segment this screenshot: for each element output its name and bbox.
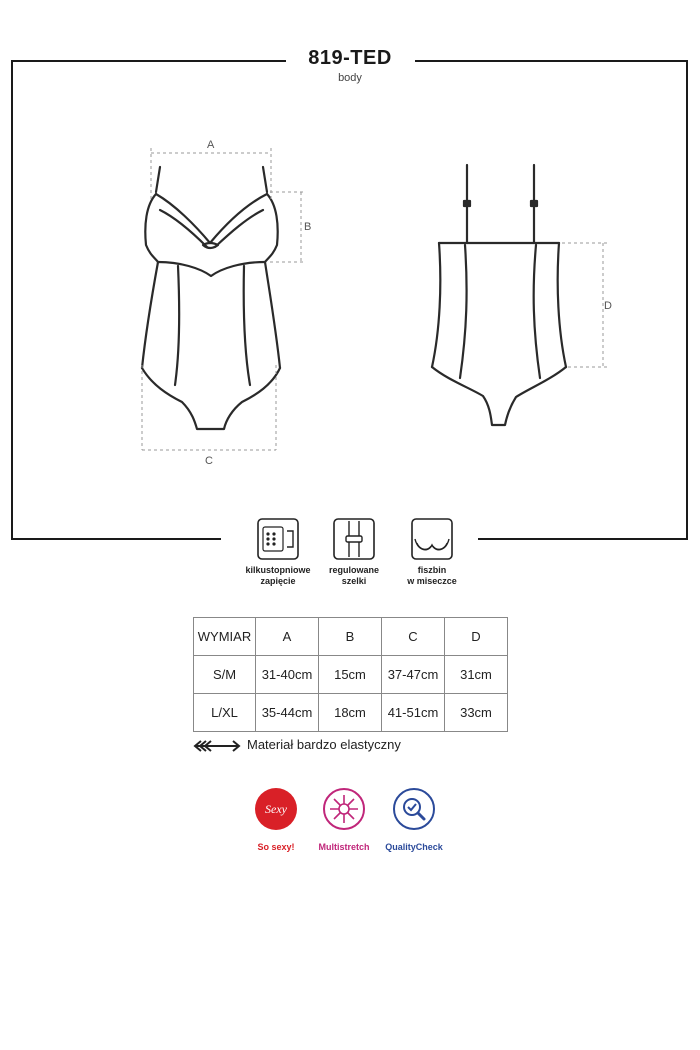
product-title: 819-TED bbox=[308, 47, 392, 69]
stretch-arrows-icon bbox=[193, 739, 241, 753]
table-cell: 41-51cm bbox=[382, 694, 445, 732]
table-header-cell: D bbox=[445, 618, 508, 656]
table-header-row bbox=[194, 618, 508, 656]
sexy-badge-icon bbox=[254, 787, 298, 831]
sexy-badge-text: Sexy bbox=[265, 802, 287, 816]
product-subtitle: body bbox=[338, 72, 362, 84]
size-table bbox=[193, 617, 508, 732]
badge-multistretch-label: Multistretch bbox=[318, 842, 370, 852]
dimension-a-label: A bbox=[207, 139, 215, 151]
table-header-cell: A bbox=[256, 618, 319, 656]
dimension-c-label: C bbox=[205, 455, 213, 467]
table-cell: 15cm bbox=[319, 656, 382, 694]
feature-straps bbox=[309, 517, 399, 587]
feature-straps-label: regulowane szelki bbox=[328, 565, 379, 586]
table-cell: 31cm bbox=[445, 656, 508, 694]
multistretch-badge-icon bbox=[322, 787, 366, 831]
feature-underwire-label: fiszbin w miseczce bbox=[407, 565, 457, 586]
material-note bbox=[193, 737, 401, 753]
table-cell: 18cm bbox=[319, 694, 382, 732]
table-cell: S/M bbox=[194, 656, 256, 694]
material-text: Materiał bardzo elastyczny bbox=[247, 737, 401, 752]
table-header-cell: C bbox=[382, 618, 445, 656]
feature-underwire bbox=[387, 517, 477, 587]
hook-eye-closure-icon bbox=[256, 517, 300, 561]
table-cell: 33cm bbox=[445, 694, 508, 732]
table-cell: 31-40cm bbox=[256, 656, 319, 694]
table-row bbox=[194, 656, 508, 694]
badge-qualitycheck-label: QualityCheck bbox=[385, 842, 443, 852]
dimension-b-label: B bbox=[304, 221, 312, 233]
badge-sexy-label: So sexy! bbox=[257, 842, 295, 852]
feature-closure-label: kilkustopniowe zapięcie bbox=[245, 565, 311, 586]
dimension-d-label: D bbox=[604, 300, 612, 312]
table-header-cell: WYMIAR bbox=[194, 618, 256, 656]
badge-qualitycheck bbox=[369, 787, 459, 852]
underwire-cup-icon bbox=[410, 517, 454, 561]
qualitycheck-badge-icon bbox=[392, 787, 436, 831]
back-view bbox=[432, 165, 566, 425]
table-header-cell: B bbox=[319, 618, 382, 656]
front-view bbox=[142, 167, 280, 429]
adjustable-strap-icon bbox=[332, 517, 376, 561]
table-row bbox=[194, 694, 508, 732]
table-cell: 35-44cm bbox=[256, 694, 319, 732]
table-cell: 37-47cm bbox=[382, 656, 445, 694]
table-cell: L/XL bbox=[194, 694, 256, 732]
